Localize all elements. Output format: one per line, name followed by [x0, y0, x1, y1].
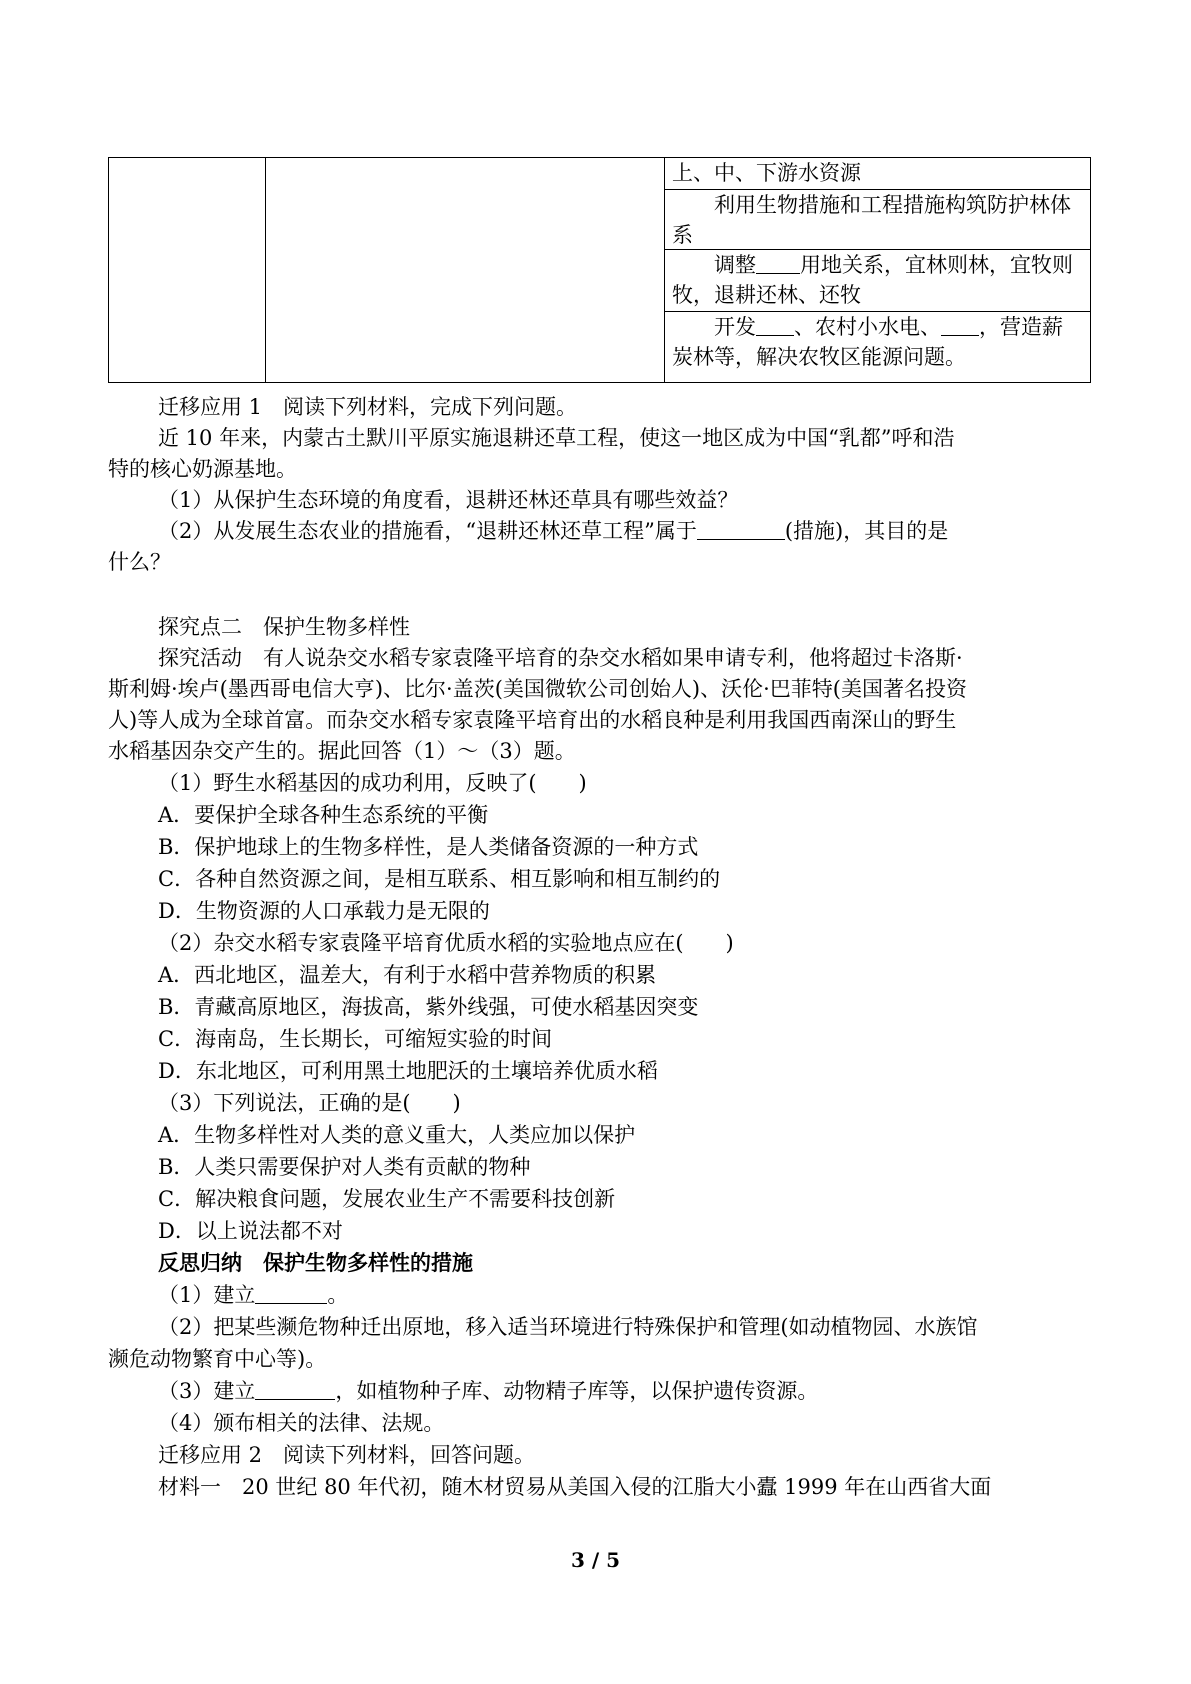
- table-row: 调整 用地关系，宜林则林，宜牧则牧，退耕还林、还牧: [664, 250, 1090, 312]
- measures-table: [108, 157, 1091, 383]
- option: A．生物多样性对人类的意义重大，人类应加以保护: [158, 1123, 636, 1147]
- paragraph-line: 人)等人成为全球首富。而杂交水稻专家袁隆平培育出的水稻良种是利用我国西南深山的野生: [108, 708, 957, 732]
- question: （2）杂交水稻专家袁隆平培育优质水稻的实验地点应在( ): [158, 931, 734, 955]
- paragraph-line: 特的核心奶源基地。: [108, 457, 297, 481]
- section-heading: 反思归纳 保护生物多样性的措施: [158, 1250, 473, 1275]
- paragraph-line: （3）建立 ，如植物种子库、动物精子库等，以保护遗传资源。: [158, 1379, 819, 1403]
- paragraph-line: 水稻基因杂交产生的。据此回答（1）～（3）题。: [108, 739, 576, 763]
- paragraph-line: 近 10 年来，内蒙古土默川平原实施退耕还草工程，使这一地区成为中国“乳都”呼和浩: [158, 426, 955, 450]
- page-number: 3 / 5: [570, 1548, 621, 1572]
- paragraph-line: 探究活动 有人说杂交水稻专家袁隆平培育的杂交水稻如果申请专利，他将超过卡洛斯·: [158, 646, 963, 670]
- section-heading: 迁移应用 2 阅读下列材料，回答问题。: [158, 1443, 536, 1467]
- blank: [756, 252, 800, 274]
- blank: [756, 314, 794, 336]
- option: B．青藏高原地区，海拔高，紫外线强，可使水稻基因突变: [158, 995, 699, 1019]
- option: C．各种自然资源之间，是相互联系、相互影响和相互制约的: [158, 867, 721, 891]
- table-row: 开发 、农村小水电、 ，营造薪炭林等，解决农牧区能源问题。: [672, 315, 1063, 369]
- paragraph-line: 斯利姆·埃卢(墨西哥电信大亨)、比尔·盖茨(美国微软公司创始人)、沃伦·巴菲特(美国著名投资: [108, 677, 967, 701]
- blank: [255, 1282, 327, 1304]
- option: B．保护地球上的生物多样性，是人类储备资源的一种方式: [158, 835, 699, 859]
- option: C．解决粮食问题，发展农业生产不需要科技创新: [158, 1187, 616, 1211]
- question: （1）野生水稻基因的成功利用，反映了( ): [158, 771, 587, 795]
- paragraph-line: 什么？: [108, 550, 171, 574]
- section-heading: 探究点二 保护生物多样性: [158, 615, 410, 639]
- table-row: 上、中、下游水资源: [664, 158, 1090, 190]
- option: C．海南岛，生长期长，可缩短实验的时间: [158, 1027, 553, 1051]
- question: （3）下列说法，正确的是( ): [158, 1091, 461, 1115]
- paragraph-line: （4）颁布相关的法律、法规。: [158, 1411, 445, 1435]
- paragraph-line: 材料一 20 世纪 80 年代初，随木材贸易从美国入侵的江脂大小蠹 1999 年在山西省大面: [158, 1475, 992, 1499]
- paragraph-line: （2）把某些濒危物种迁出原地，移入适当环境进行特殊保护和管理(如动植物园、水族馆: [158, 1315, 978, 1339]
- option: B．人类只需要保护对人类有贡献的物种: [158, 1155, 531, 1179]
- option: A．西北地区，温差大，有利于水稻中营养物质的积累: [158, 963, 657, 987]
- option: D．生物资源的人口承载力是无限的: [158, 899, 490, 923]
- table-col-3: [664, 158, 1090, 382]
- blank: [941, 314, 979, 336]
- table-row: 利用生物措施和工程措施构筑防护林体系: [664, 190, 1090, 250]
- blank: [697, 518, 785, 540]
- question: （2）从发展生态农业的措施看，“退耕还林还草工程”属于 (措施)，其目的是: [158, 519, 949, 543]
- option: D．以上说法都不对: [158, 1219, 343, 1243]
- paragraph-line: （1）建立 。: [158, 1283, 349, 1307]
- blank: [255, 1378, 335, 1400]
- section-heading: 迁移应用 1 阅读下列材料，完成下列问题。: [158, 395, 578, 419]
- option: D．东北地区，可利用黑土地肥沃的土壤培养优质水稻: [158, 1059, 658, 1083]
- question: （1）从保护生态环境的角度看，退耕还林还草具有哪些效益？: [158, 488, 739, 512]
- option: A．要保护全球各种生态系统的平衡: [158, 803, 489, 827]
- paragraph-line: 濒危动物繁育中心等)。: [108, 1347, 327, 1371]
